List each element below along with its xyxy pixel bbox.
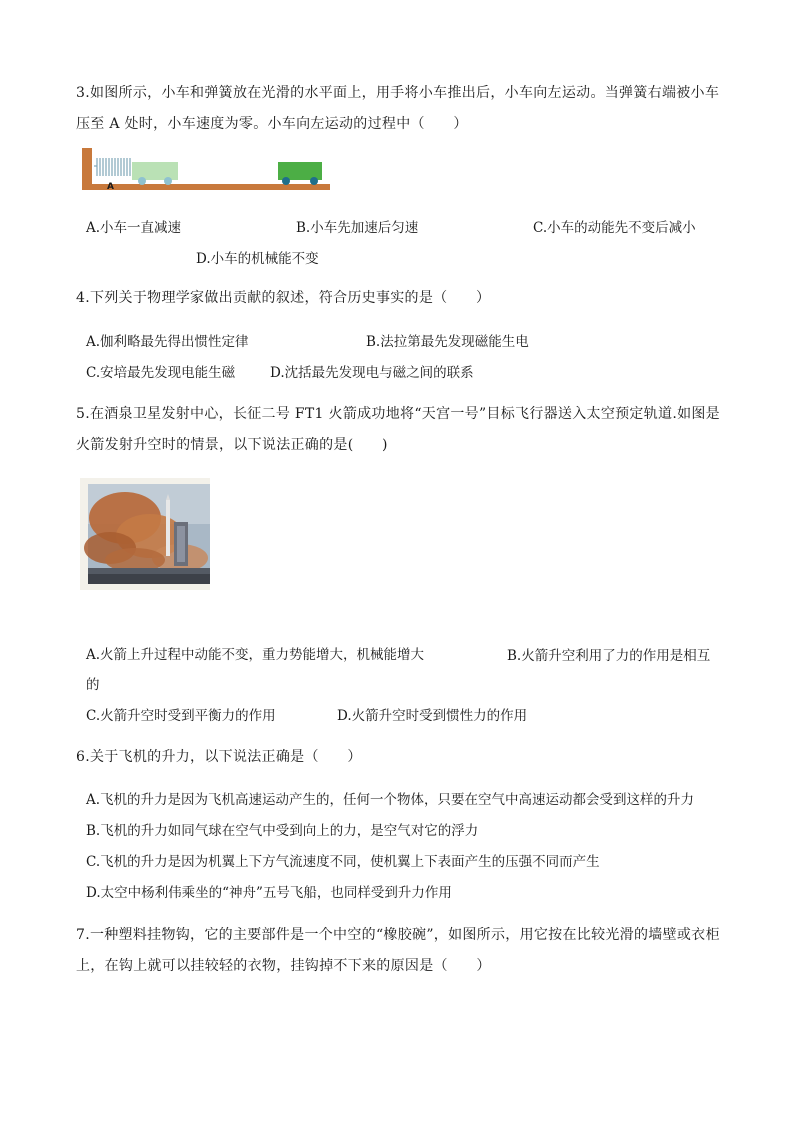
cart-wheel: [282, 177, 290, 185]
question-6-stem: 6.关于飞机的升力，以下说法正确是（ ）: [76, 749, 362, 765]
faded-cart-shape: [132, 162, 178, 180]
question-3-stem: 3.如图所示，小车和弹簧放在光滑的水平面上，用手将小车推出后，小车向左运动。当弹簧右端被小车压至 A 处时，小车速度为零。小车向左运动的过程中（ ）: [76, 85, 720, 132]
question-4-stem: 4.下列关于物理学家做出贡献的叙述，符合历史事实的是（ ）: [76, 290, 491, 306]
q4-option-b: B.法拉第最先发现磁能生电: [366, 334, 529, 350]
q5-option-b-overflow: 的: [86, 677, 100, 693]
rocket-launch-image: [80, 478, 210, 590]
q4-option-d: D.沈括最先发现电与磁之间的联系: [270, 365, 474, 381]
q6-option-d: D.太空中杨利伟乘坐的“神舟”五号飞船，也同样受到升力作用: [86, 885, 452, 901]
q5-option-d: D.火箭升空时受到惯性力的作用: [337, 708, 528, 724]
q5-option-c: C.火箭升空时受到平衡力的作用: [86, 708, 276, 724]
q3-option-c: C.小车的动能先不变后减小: [533, 220, 696, 236]
faded-wheel: [164, 177, 172, 185]
q4-option-a: A.伽利略最先得出惯性定律: [86, 334, 249, 350]
q3-option-b: B.小车先加速后匀速: [296, 220, 419, 236]
q6-option-a: A.飞机的升力是因为飞机高速运动产生的，任何一个物体，只要在空气中高速运动都会受到这样的升力: [86, 792, 695, 808]
q3-option-a: A.小车一直减速: [86, 220, 182, 236]
wall-shape: [82, 148, 92, 186]
ground-shape: [82, 184, 330, 190]
cart-wheel: [310, 177, 318, 185]
rocket-launch-photo: [80, 478, 210, 590]
spring-shape: [94, 158, 130, 176]
point-a-label: A: [107, 182, 114, 192]
cart-spring-figure: [80, 146, 332, 196]
question-5-stem: 5.在酒泉卫星发射中心，长征二号 FT1 火箭成功地将“天宫一号”目标飞行器送入太空预定轨道.如图是火箭发射升空时的情景，以下说法正确的是( ): [76, 406, 720, 453]
cart-spring-diagram: [80, 146, 332, 196]
q5-option-b: B.火箭升空利用了力的作用是相互: [507, 648, 711, 664]
q3-option-d: D.小车的机械能不变: [196, 251, 319, 267]
question-7-stem: 7.一种塑料挂物钩，它的主要部件是一个中空的“橡胶碗”，如图所示，用它按在比较光滑的墙壁或衣柜上，在钩上就可以挂较轻的衣物，挂钩掉不下来的原因是（ ）: [76, 927, 720, 974]
q6-option-c: C.飞机的升力是因为机翼上下方气流速度不同，使机翼上下表面产生的压强不同而产生: [86, 854, 600, 870]
q5-option-a: A.火箭上升过程中动能不变，重力势能增大，机械能增大: [86, 647, 425, 663]
faded-wheel: [138, 177, 146, 185]
q6-option-b: B.飞机的升力如同气球在空气中受到向上的力，是空气对它的浮力: [86, 823, 479, 839]
q4-option-c: C.安培最先发现电能生磁: [86, 365, 236, 381]
